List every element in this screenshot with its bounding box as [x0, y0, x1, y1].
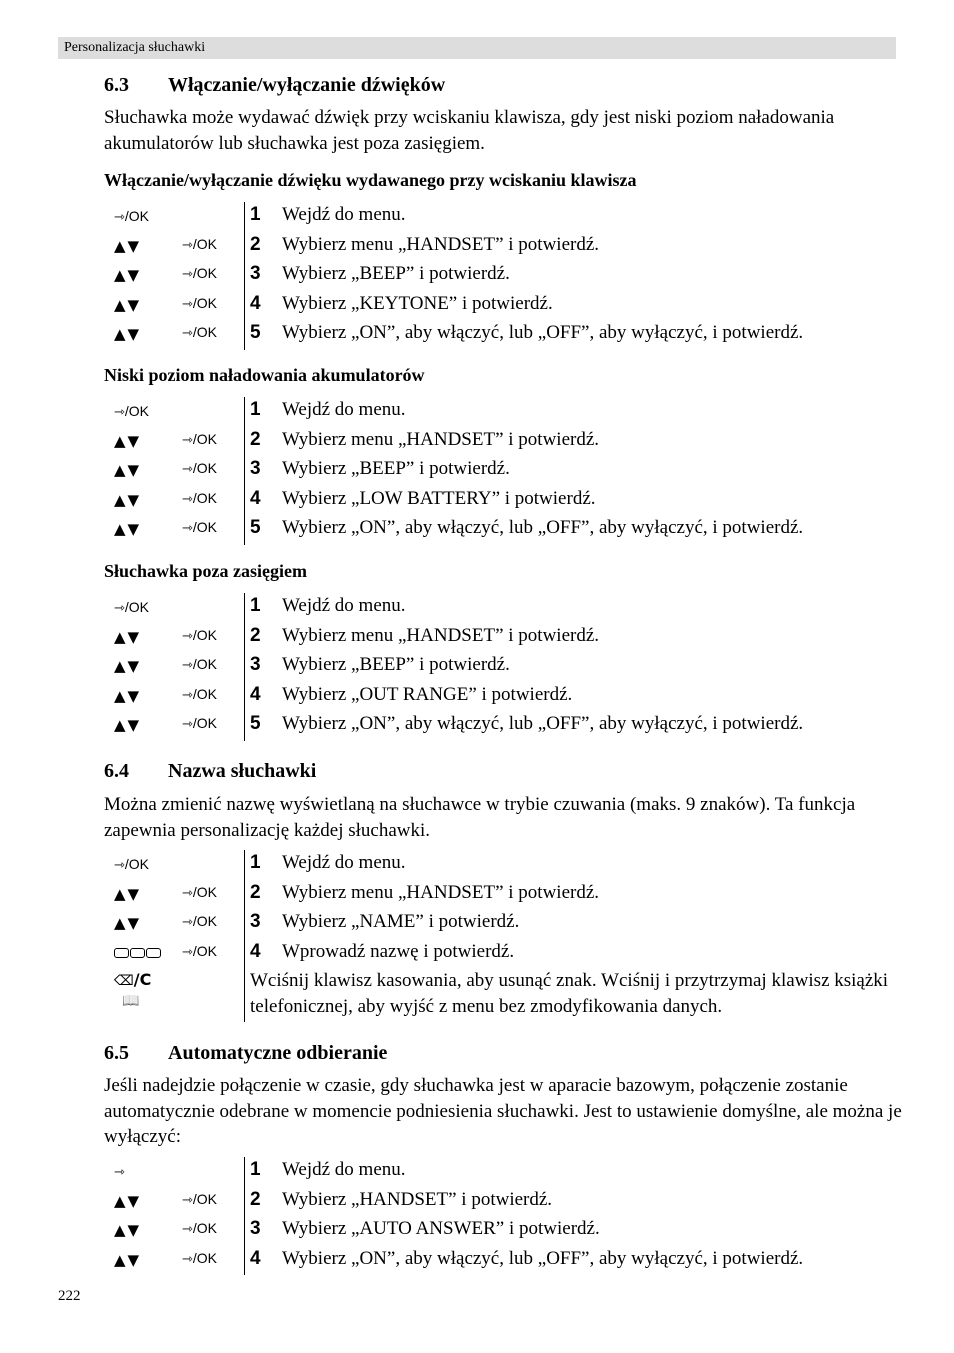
section-title: Nazwa słuchawki	[168, 760, 317, 782]
confirm-key	[182, 1250, 217, 1267]
ok-label: /OK	[192, 430, 218, 447]
confirm-key	[182, 715, 217, 732]
up-down-arrow-keys: ▲▼	[114, 520, 142, 538]
divider-line	[244, 486, 245, 516]
confirm-ok-key	[182, 460, 217, 476]
note-row	[104, 968, 904, 1022]
clear-label: /C	[133, 970, 152, 989]
enter-arrow-icon: ⇾	[182, 491, 193, 507]
navigation-keys	[114, 324, 141, 343]
navigation-keys	[114, 1220, 141, 1239]
confirm-ok-key	[182, 519, 217, 535]
step-number: 5	[250, 713, 261, 734]
section-number: 6.5	[104, 1042, 129, 1064]
step-number: 1	[250, 1159, 261, 1180]
confirm-key	[182, 884, 217, 901]
step-row	[104, 291, 904, 321]
enter-arrow-icon: ⇾	[182, 944, 193, 960]
step-number: 3	[250, 1218, 261, 1239]
step-text: Wejdź do menu.	[282, 852, 406, 873]
up-down-arrow-keys: ▲▼	[114, 1191, 142, 1210]
section-6-4-intro: Można zmienić nazwę wyświetlaną na słuchawce w trybie czuwania (maks. 9 znaków). Ta funkcja zapewnia personalizację każdej słuchawki.	[104, 794, 856, 841]
confirm-key	[182, 490, 217, 507]
divider-line	[244, 909, 245, 939]
confirm-ok-key	[182, 715, 217, 731]
section-6-5-intro: Jeśli nadejdzie połączenie w czasie, gdy słuchawka jest w aparacie bazowym, połączenie zostanie automatycznie odebrane w momencie podniesienia słuchawki. Jest to ustawienie domyślne, ale można je wyłączyć:	[104, 1075, 902, 1147]
step-text: Wybierz „KEYTONE” i potwierdź.	[282, 292, 553, 314]
enter-arrow-icon: ⇾	[114, 601, 125, 616]
enter-arrow-icon: ⇾	[114, 210, 125, 225]
section-title: Automatyczne odbieranie	[168, 1042, 388, 1064]
step-row	[104, 682, 904, 712]
ok-label: /OK	[192, 1249, 218, 1266]
divider-line	[244, 939, 245, 969]
section-number: 6.4	[104, 760, 129, 782]
step-number: 5	[250, 517, 261, 538]
menu-key	[114, 1161, 125, 1180]
divider-line	[244, 652, 245, 682]
section-6-5-heading	[104, 1042, 387, 1065]
step-row	[104, 515, 904, 545]
step-number: 2	[250, 233, 261, 255]
ok-label: /OK	[124, 599, 150, 615]
enter-arrow-icon: ⇾	[182, 1192, 193, 1208]
step-row	[104, 623, 904, 653]
section-6-3-intro: Słuchawka może wydawać dźwięk przy wciskaniu klawisza, gdy jest niski poziom naładowania akumulatorów lub słuchawka jest poza zasięgiem.	[104, 107, 835, 154]
ok-label: /OK	[192, 294, 218, 311]
enter-arrow-icon: ⇾	[182, 628, 193, 644]
confirm-ok-key	[182, 265, 217, 281]
up-down-arrow-keys: ▲▼	[114, 490, 142, 509]
confirm-key	[182, 460, 217, 477]
step-row	[104, 397, 904, 427]
step-text: Wybierz „HANDSET” i potwierdź.	[282, 1188, 553, 1210]
step-text: Wybierz „ON”, aby włączyć, lub „OFF”, aby wyłączyć, i potwierdź.	[282, 713, 804, 734]
confirm-ok-key	[182, 884, 217, 900]
navigation-keys	[114, 431, 141, 450]
confirm-ok-key	[182, 295, 217, 311]
group-out-range-title: Słuchawka poza zasięgiem	[104, 561, 308, 581]
ok-label: /OK	[192, 519, 218, 535]
confirm-key	[182, 656, 217, 673]
step-number: 3	[250, 458, 261, 479]
note-keys	[114, 970, 151, 1009]
divider-line	[244, 1216, 245, 1246]
divider-line	[244, 202, 245, 232]
divider-line	[244, 427, 245, 457]
up-down-arrow-keys: ▲▼	[114, 431, 142, 450]
step-list-name	[104, 850, 904, 1022]
step-text: Wejdź do menu.	[282, 399, 406, 420]
step-row	[104, 486, 904, 516]
step-row	[104, 427, 904, 457]
up-down-arrow-keys: ▲▼	[114, 884, 142, 903]
step-number: 4	[250, 683, 261, 705]
ok-label: /OK	[124, 208, 150, 224]
confirm-key	[182, 236, 217, 253]
up-down-arrow-keys: ▲▼	[114, 325, 142, 343]
confirm-ok-key	[182, 656, 217, 672]
divider-line	[244, 593, 245, 623]
divider-line	[244, 320, 245, 350]
up-down-arrow-keys: ▲▼	[114, 461, 142, 479]
confirm-key	[182, 324, 217, 341]
navigation-keys	[114, 627, 141, 646]
divider-line	[244, 291, 245, 321]
step-text: Wybierz „ON”, aby włączyć, lub „OFF”, aby wyłączyć, i potwierdź.	[282, 322, 804, 343]
confirm-key	[182, 943, 217, 960]
navigation-keys	[114, 715, 141, 734]
step-row	[104, 320, 904, 350]
enter-arrow-icon: ⇾	[182, 521, 193, 536]
navigation-keys	[114, 519, 141, 538]
keypad-key-icon	[130, 948, 145, 958]
menu-key	[114, 597, 149, 616]
group-keytone-title: Włączanie/wyłączanie dźwięku wydawanego przy wciskaniu klawisza	[104, 170, 637, 190]
divider-line	[244, 850, 245, 880]
enter-arrow-icon: ⇾	[182, 717, 193, 732]
divider-line	[244, 968, 245, 1022]
enter-arrow-icon: ⇾	[182, 687, 193, 703]
enter-arrow-icon: ⇾	[182, 296, 193, 312]
step-row	[104, 202, 904, 232]
ok-label: /OK	[192, 656, 218, 672]
menu-key	[114, 206, 149, 225]
step-list-auto-answer	[104, 1157, 904, 1275]
step-number: 3	[250, 263, 261, 284]
navigation-keys	[114, 1191, 141, 1210]
divider-line	[244, 515, 245, 545]
navigation-keys	[114, 490, 141, 509]
step-number: 3	[250, 911, 261, 932]
enter-arrow-icon: ⇾	[114, 405, 125, 420]
confirm-key	[182, 265, 217, 282]
step-number: 1	[250, 204, 261, 225]
ok-label: /OK	[192, 913, 218, 929]
step-row	[104, 909, 904, 939]
ok-label: /OK	[192, 265, 218, 281]
ok-label: /OK	[192, 685, 218, 702]
ok-label: /OK	[124, 856, 150, 872]
confirm-key	[182, 913, 217, 930]
enter-arrow-icon: ⇾	[182, 1251, 193, 1267]
step-number: 1	[250, 399, 261, 420]
ok-label: /OK	[192, 489, 218, 506]
menu-key	[114, 401, 149, 420]
step-text: Wybierz menu „HANDSET” i potwierdź.	[282, 624, 600, 646]
step-row	[104, 232, 904, 262]
confirm-ok-key	[182, 943, 217, 959]
step-number: 4	[250, 487, 261, 509]
up-down-arrow-keys: ▲▼	[114, 1221, 142, 1239]
navigation-keys	[114, 295, 141, 314]
ok-label: /OK	[192, 942, 218, 959]
menu-ok-key	[114, 599, 149, 615]
divider-line	[244, 232, 245, 262]
keypad-key-icon	[114, 948, 129, 958]
ok-label: /OK	[192, 235, 218, 252]
step-row	[104, 652, 904, 682]
enter-arrow-icon: ⇾	[182, 237, 193, 253]
confirm-key	[182, 627, 217, 644]
step-list-out-range	[104, 593, 904, 741]
step-number: 4	[250, 940, 261, 962]
divider-line	[244, 1157, 245, 1187]
enter-arrow-icon: ⇾	[182, 915, 193, 930]
up-down-arrow-keys: ▲▼	[114, 1250, 142, 1269]
divider-line	[244, 711, 245, 741]
page-number: 222	[58, 1288, 81, 1304]
up-down-arrow-keys: ▲▼	[114, 266, 142, 284]
group-low-battery-title: Niski poziom naładowania akumulatorów	[104, 365, 425, 385]
enter-arrow-icon: ⇾	[182, 462, 193, 477]
ok-label: /OK	[192, 1220, 218, 1236]
step-row	[104, 261, 904, 291]
divider-line	[244, 1246, 245, 1276]
navigation-keys	[114, 236, 141, 255]
ok-label: /OK	[124, 403, 150, 419]
enter-arrow-icon: ⇾	[182, 326, 193, 341]
confirm-ok-key	[182, 1220, 217, 1236]
confirm-key	[182, 1220, 217, 1237]
confirm-ok-key	[182, 627, 217, 643]
step-row	[104, 1187, 904, 1217]
step-text: Wybierz menu „HANDSET” i potwierdź.	[282, 881, 600, 903]
confirm-ok-key	[182, 1250, 217, 1266]
navigation-keys	[114, 460, 141, 479]
step-number: 2	[250, 881, 261, 903]
enter-arrow-icon: ⇾	[182, 432, 193, 448]
ok-label: /OK	[192, 715, 218, 731]
up-down-arrow-keys: ▲▼	[114, 627, 142, 646]
step-text: Wybierz „ON”, aby włączyć, lub „OFF”, aby wyłączyć, i potwierdź.	[282, 1247, 804, 1269]
step-list-keytone	[104, 202, 904, 350]
step-text: Wybierz „NAME” i potwierdź.	[282, 911, 520, 932]
confirm-ok-key	[182, 490, 217, 506]
enter-arrow-icon: ⇾	[114, 858, 125, 873]
up-down-arrow-keys: ▲▼	[114, 236, 142, 255]
step-text: Wprowadź nazwę i potwierdź.	[282, 940, 515, 962]
alphanumeric-keys	[114, 943, 162, 962]
clear-key	[114, 970, 151, 989]
confirm-ok-key	[182, 324, 217, 340]
enter-arrow-icon: ⇾	[182, 885, 193, 901]
divider-line	[244, 1187, 245, 1217]
section-number: 6.3	[104, 74, 129, 96]
ok-label: /OK	[192, 1190, 218, 1207]
navigation-keys	[114, 686, 141, 705]
confirm-ok-key	[182, 913, 217, 929]
confirm-key	[182, 295, 217, 312]
step-row	[104, 711, 904, 741]
step-text: Wybierz „BEEP” i potwierdź.	[282, 654, 510, 675]
step-row	[104, 456, 904, 486]
navigation-keys	[114, 1250, 141, 1269]
confirm-key	[182, 686, 217, 703]
running-header-title: Personalizacja słuchawki	[64, 40, 206, 55]
divider-line	[244, 456, 245, 486]
delete-icon: ⌫	[114, 973, 134, 989]
running-header	[58, 37, 896, 59]
step-list-low-battery	[104, 397, 904, 545]
step-text: Wejdź do menu.	[282, 595, 406, 616]
step-text: Wybierz „OUT RANGE” i potwierdź.	[282, 683, 573, 705]
step-row	[104, 939, 904, 969]
section-title: Włączanie/wyłączanie dźwięków	[168, 74, 446, 96]
confirm-key	[182, 1191, 217, 1208]
step-row	[104, 880, 904, 910]
step-number: 1	[250, 595, 261, 616]
divider-line	[244, 623, 245, 653]
section-6-3-heading	[104, 74, 445, 97]
menu-ok-key	[114, 403, 149, 419]
step-text: Wybierz „AUTO ANSWER” i potwierdź.	[282, 1218, 600, 1239]
menu-ok-key	[114, 208, 149, 224]
up-down-arrow-keys: ▲▼	[114, 914, 142, 932]
divider-line	[244, 397, 245, 427]
enter-arrow-icon: ⇾	[182, 658, 193, 673]
divider-line	[244, 261, 245, 291]
navigation-keys	[114, 913, 141, 932]
step-row	[104, 1246, 904, 1276]
step-number: 4	[250, 1247, 261, 1269]
confirm-key	[182, 431, 217, 448]
enter-arrow-icon: ⇾	[182, 1222, 193, 1237]
navigation-keys	[114, 656, 141, 675]
section-6-4-heading	[104, 760, 316, 783]
divider-line	[244, 682, 245, 712]
step-text: Wejdź do menu.	[282, 204, 406, 225]
step-text: Wybierz menu „HANDSET” i potwierdź.	[282, 428, 600, 450]
confirm-ok-key	[182, 236, 217, 252]
ok-label: /OK	[192, 883, 218, 900]
up-down-arrow-keys: ▲▼	[114, 686, 142, 705]
confirm-ok-key	[182, 1191, 217, 1207]
step-text: Wybierz „BEEP” i potwierdź.	[282, 458, 510, 479]
up-down-arrow-keys: ▲▼	[114, 716, 142, 734]
step-number: 2	[250, 624, 261, 646]
step-text: Wejdź do menu.	[282, 1159, 406, 1180]
step-row	[104, 1216, 904, 1246]
step-number: 2	[250, 1188, 261, 1210]
step-row	[104, 593, 904, 623]
book-icon: 📖	[122, 993, 140, 1009]
confirm-ok-key	[182, 431, 217, 447]
keypad-key-icon	[146, 948, 161, 958]
confirm-ok-key	[182, 686, 217, 702]
up-down-arrow-keys: ▲▼	[114, 657, 142, 675]
step-row	[104, 850, 904, 880]
enter-arrow-icon: ⇾	[182, 267, 193, 282]
enter-arrow-icon: ⇾	[114, 1165, 125, 1180]
step-text: Wybierz „LOW BATTERY” i potwierdź.	[282, 487, 596, 509]
up-down-arrow-keys: ▲▼	[114, 295, 142, 314]
ok-label: /OK	[192, 460, 218, 476]
step-text: Wybierz „ON”, aby włączyć, lub „OFF”, aby wyłączyć, i potwierdź.	[282, 517, 804, 538]
step-number: 3	[250, 654, 261, 675]
step-number: 5	[250, 322, 261, 343]
navigation-keys	[114, 884, 141, 903]
menu-ok-key	[114, 856, 149, 872]
note-text: Wciśnij klawisz kasowania, aby usunąć znak. Wciśnij i przytrzymaj klawisz książki telefonicznej, aby wyjść z menu bez zmodyfikowania danych.	[250, 970, 889, 1017]
step-number: 4	[250, 292, 261, 314]
step-row	[104, 1157, 904, 1187]
step-text: Wybierz „BEEP” i potwierdź.	[282, 263, 510, 284]
step-number: 2	[250, 428, 261, 450]
ok-label: /OK	[192, 626, 218, 643]
confirm-key	[182, 519, 217, 536]
navigation-keys	[114, 265, 141, 284]
ok-label: /OK	[192, 324, 218, 340]
step-text: Wybierz menu „HANDSET” i potwierdź.	[282, 233, 600, 255]
menu-key	[114, 854, 149, 873]
step-number: 1	[250, 852, 261, 873]
divider-line	[244, 880, 245, 910]
